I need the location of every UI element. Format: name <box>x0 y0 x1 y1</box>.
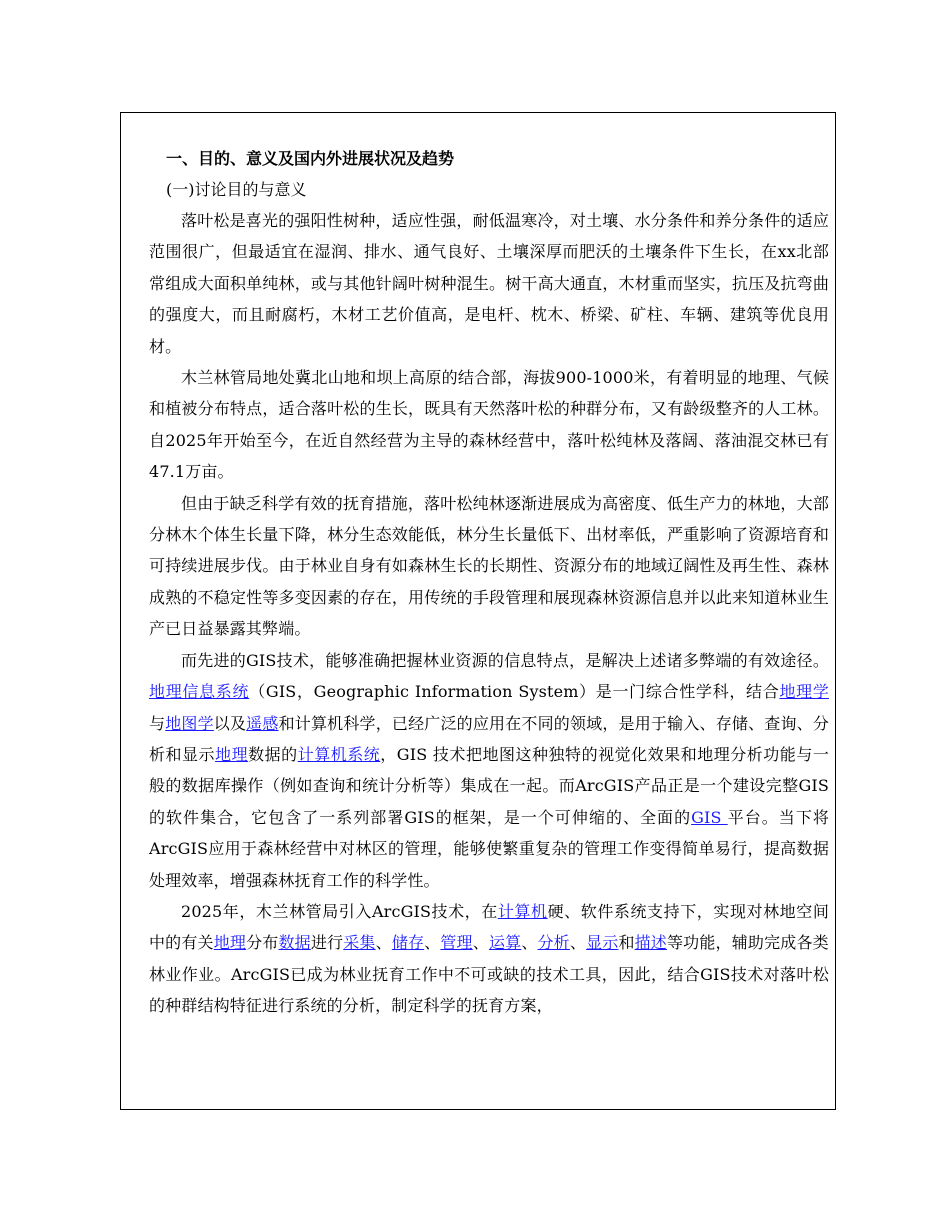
subsection-heading: (一)讨论目的与意义 <box>166 180 307 199</box>
link-geographic[interactable]: 地理 <box>215 744 249 764</box>
text-segment: （GIS，Geographic Information System）是一门综合性学科，结合 <box>249 682 780 702</box>
link-geography-2[interactable]: 地理 <box>213 933 247 953</box>
link-computer-system[interactable]: 计算机系统 <box>297 744 381 764</box>
link-computation[interactable]: 运算 <box>488 933 522 953</box>
link-analysis[interactable]: 分析 <box>537 933 570 953</box>
text-segment: 、 <box>424 933 441 953</box>
paragraph-arcgis-adoption <box>149 896 829 1022</box>
paragraph-larch-description: 落叶松是喜光的强阳性树种，适应性强，耐低温寒冷，对土壤、水分条件和养分条件的适应范围很广，但最适宜在湿润、排水、通气良好、土壤深厚而肥沃的土壤条件下生长，在xx北部常组成大面积单纯林，或与其他针阔叶树种混生。树干高大通直，木材重而坚实，抗压及抗弯曲的强度大，而且耐腐朽，木材工艺价值高，是电杆、枕木、桥梁、矿柱、车辆、建筑等优良用材。 <box>149 211 829 356</box>
paragraph-problems: 但由于缺乏科学有效的抚育措施，落叶松纯林逐渐进展成为高密度、低生产力的林地，大部分林木个体生长量下降，林分生态效能低，林分生长量低下、出材率低，严重影响了资源培育和可持续进展步伐。由于林业自身有如森林生长的长期性、资源分布的地域辽阔性及再生性、森林成熟的不稳定性等多变因素的存在，用传统的手段管理和展现森林资源信息并以此来知道林业生产已日益暴露其弊端。 <box>149 493 829 639</box>
document-frame <box>120 112 836 1110</box>
link-gis[interactable]: GIS <box>691 807 728 827</box>
text-segment: 、 <box>521 933 538 953</box>
text-segment: 数据的 <box>248 744 298 764</box>
text-segment: ，GIS 技术把地图这种独特的视觉化效果和地理分析功能与一般的数据库操作（例如查询和统计分析等）集成在一起。而ArcGIS产品正是一个建设完整GIS的软件集合，它包含了一系列部署GIS的框架，是一个可伸缩的、全面的 <box>149 744 829 827</box>
text-segment: 2025年，木兰林管局引入ArcGIS技术，在 <box>181 901 498 921</box>
text-segment: 平台。当下将ArcGIS应用于森林经营中对林区的管理，能够使繁重复杂的管理工作变得简单易行，提高数据处理效率，增强森林抚育工作的科学性。 <box>149 807 830 890</box>
link-data[interactable]: 数据 <box>278 933 311 953</box>
text-segment: 而先进的GIS技术，能够准确把握林业资源的信息特点，是解决上述诸多弊端的有效途径。 <box>181 650 829 670</box>
section-heading: 一、目的、意义及国内外进展状况及趋势 <box>166 149 455 168</box>
link-cartography[interactable]: 地图学 <box>165 713 214 733</box>
link-computer[interactable]: 计算机 <box>497 901 548 921</box>
document-body <box>149 143 830 1022</box>
text-segment: 、 <box>472 933 489 953</box>
link-display[interactable]: 显示 <box>586 933 619 953</box>
link-gis-system[interactable]: 地理信息系统 <box>149 682 250 702</box>
link-remote-sensing[interactable]: 遥感 <box>246 713 279 733</box>
link-storage[interactable]: 储存 <box>391 933 425 953</box>
text-segment: 、 <box>569 933 587 953</box>
paragraph-gis-technology <box>149 645 829 896</box>
text-segment: 等功能，辅助完成各类林业作业。ArcGIS已成为林业抚育工作中不可或缺的技术工具，因此，结合GIS技术对落叶松的种群结构特征进行系统的分析，制定科学的抚育方案， <box>149 933 829 1016</box>
text-segment: 和计算机科学，已经广泛的应用在不同的领域，是用于输入、存储、查询、分析和显示 <box>149 713 829 764</box>
text-segment: 分布 <box>246 933 279 953</box>
link-geography[interactable]: 地理学 <box>779 682 829 702</box>
text-segment: 、 <box>375 933 392 953</box>
text-segment: 硬、软件系统支持下，实现对林地空间中的有关 <box>149 901 829 953</box>
paragraph-mulan-forest-bureau: 木兰林管局地处冀北山地和坝上高原的结合部，海拔900-1000米，有着明显的地理、气候和植被分布特点，适合落叶松的生长，既具有天然落叶松的种群分布，又有龄级整齐的人工林。自2025年开始至今，在近自然经营为主导的森林经营中，落叶松纯林及落阔、落油混交林已有47.1万亩。 <box>149 368 829 482</box>
link-management[interactable]: 管理 <box>440 933 473 953</box>
text-segment: 与 <box>149 713 166 733</box>
link-collection[interactable]: 采集 <box>343 933 376 953</box>
link-description[interactable]: 描述 <box>634 933 667 953</box>
text-segment: 以及 <box>213 713 247 733</box>
text-segment: 进行 <box>310 933 344 953</box>
text-segment: 和 <box>618 933 635 953</box>
